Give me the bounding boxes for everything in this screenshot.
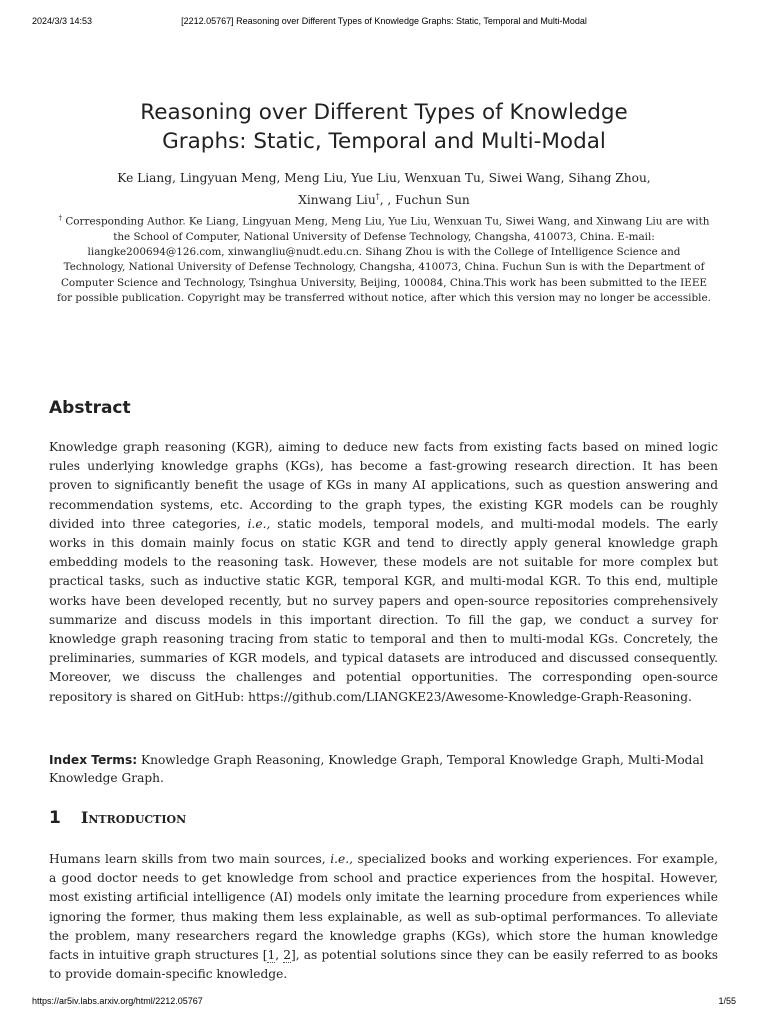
abstract-ie: i.e., [247, 516, 271, 531]
intro-ie: i.e., [330, 852, 353, 866]
index-terms [49, 752, 718, 787]
section-number: 1 [49, 808, 61, 828]
intro-text-part2: specialized books and working experiences. For example, a good doctor needs to get knowledge from school and practice experiences from the hospital. However, most existing artificial intelligence (AI) models only imitate the learning procedure from experiences while ignoring the former, thus making them less explainable, as well as sub-optimal performances. To alleviate the problem, many researchers regard the knowledge graphs (KGs), which store the human knowledge facts in intuitive graph structures [ [49, 852, 718, 963]
print-page-number: 1/55 [718, 996, 736, 1006]
index-terms-label: Index Terms: [49, 753, 138, 767]
corresponding-author-footnote [56, 211, 712, 306]
intro-text-part3: ], as potential solutions since they can be easily referred to as books to provide domain-specific knowledge. [49, 948, 718, 982]
authors-line2-rest: , , Fuchun Sun [379, 192, 470, 207]
abstract-text-part1: Knowledge graph reasoning (KGR), aiming to deduce new facts from existing facts based on mined logic rules underlying knowledge graphs (KGs), has become a fast-growing research direction. It has been proven to significantly benefit the usage of KGs in many AI applications, such as question answering and recommendation systems, etc. According to the graph types, the existing KGR models can be roughly divided into three categories, [49, 440, 718, 531]
intro-text-part1: Humans learn skills from two main sources, [49, 852, 331, 866]
section-title: Introduction [80, 808, 187, 827]
author-xinwang-liu: Xinwang Liu [298, 192, 376, 207]
footnote-text: Corresponding Author. Ke Liang, Lingyuan Meng, Meng Liu, Yue Liu, Wenxuan Tu, Siwei Wang, and Xinwang Liu are with the School of Computer, National University of Defense Technology, Changsha, 410073, China. E-mail: liangke200694@126.com, xinwangliu@nudt.edu.cn. Sihang Zhou is with the College of Intelligence Science and Technology, National University of Defense Technology, Changsha, 410073, China. Fuchun Sun is with the Department of Computer Science and Technology, Tsinghua University, Beijing, 100084, China.This work has been submitted to the IEEE for possible publication. Copyright may be transferred without notice, after which this version may no longer be accessible. [57, 215, 711, 304]
author-list [70, 170, 698, 209]
authors-line1: Ke Liang, Lingyuan Meng, Meng Liu, Yue Liu, Wenxuan Tu, Siwei Wang, Sihang Zhou, [117, 171, 651, 185]
print-datetime: 2024/3/3 14:53 [32, 16, 93, 26]
abstract-text [49, 438, 718, 707]
print-page-title: [2212.05767] Reasoning over Different Types of Knowledge Graphs: Static, Temporal and Multi-Modal [181, 16, 587, 26]
paper-title-line2: Graphs: Static, Temporal and Multi-Modal [162, 129, 606, 155]
abstract-heading: Abstract [49, 398, 131, 418]
paper-title [90, 98, 678, 156]
citation-separator: , [275, 948, 284, 963]
section-heading-introduction [49, 808, 186, 828]
dagger-mark: † [375, 191, 380, 201]
footnote-dagger: † [58, 214, 63, 222]
print-header [0, 16, 768, 36]
paper-title-line1: Reasoning over Different Types of Knowledge [140, 100, 628, 126]
citation-link-2[interactable]: 2 [283, 948, 292, 963]
print-url: https://ar5iv.labs.arxiv.org/html/2212.05767 [32, 996, 203, 1006]
index-terms-text: Knowledge Graph Reasoning, Knowledge Graph, Temporal Knowledge Graph, Multi-Modal Knowledge Graph. [49, 753, 704, 785]
citation-link-1[interactable]: 1 [267, 948, 276, 963]
introduction-text [49, 850, 718, 984]
print-footer [0, 996, 768, 1016]
abstract-text-part2: static models, temporal models, and multi-modal models. The early works in this domain mainly focus on static KGR and tend to directly apply general knowledge graph embedding models to the reasoning task. However, these models are not suitable for more complex but practical tasks, such as inductive static KGR, temporal KGR, and multi-modal KGR. To this end, multiple works have been developed recently, but no survey papers and open-source repositories comprehensively summarize and discuss models in this important direction. To fill the gap, we conduct a survey for knowledge graph reasoning tracing from static to temporal and then to multi-modal KGs. Concretely, the preliminaries, summaries of KGR models, and typical datasets are introduced and discussed consequently. Moreover, we discuss the challenges and potential opportunities. The corresponding open-source repository is shared on GitHub: https://github.com/LIANGKE23/Awesome-Knowledge-Graph-Reasoning. [49, 516, 719, 704]
